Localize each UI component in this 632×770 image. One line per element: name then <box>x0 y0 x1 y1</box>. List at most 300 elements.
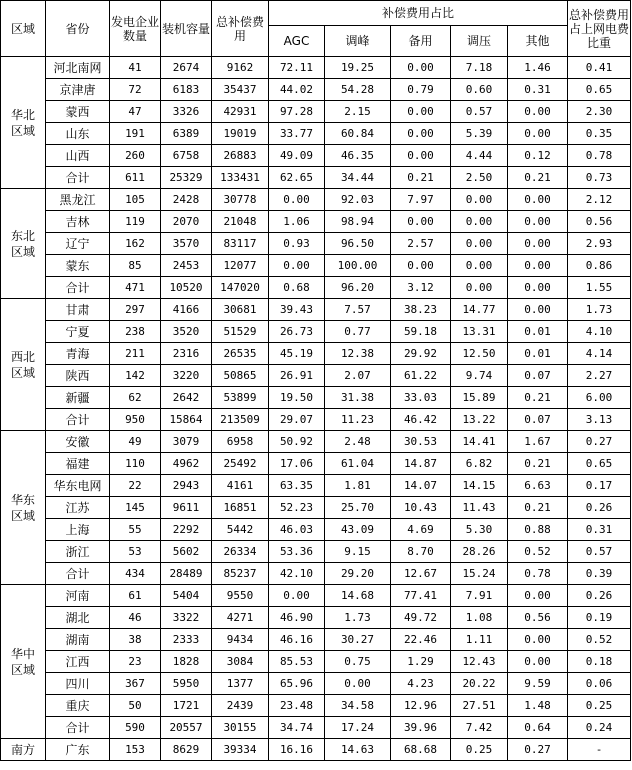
header-agc: AGC <box>269 26 325 57</box>
cell-reserve: 14.07 <box>391 475 451 497</box>
cell-agc: 45.19 <box>269 343 325 365</box>
cell-other: 0.21 <box>508 387 568 409</box>
cell-peak: 29.20 <box>325 563 391 585</box>
cell-reserve: 14.87 <box>391 453 451 475</box>
cell-province: 上海 <box>46 519 110 541</box>
table-row <box>1 101 631 123</box>
cell-voltage: 2.50 <box>451 167 508 189</box>
cell-gen-count: 49 <box>110 431 161 453</box>
table-row <box>1 365 631 387</box>
cell-other: 0.01 <box>508 343 568 365</box>
cell-capacity: 10520 <box>161 277 212 299</box>
cell-total-comp: 53899 <box>212 387 269 409</box>
cell-share: 0.65 <box>568 79 631 101</box>
table-row <box>1 673 631 695</box>
cell-capacity: 6758 <box>161 145 212 167</box>
cell-reserve: 30.53 <box>391 431 451 453</box>
header-gen-count: 发电企业数量 <box>110 1 161 57</box>
cell-voltage: 0.00 <box>451 233 508 255</box>
cell-capacity: 3322 <box>161 607 212 629</box>
cell-capacity: 3326 <box>161 101 212 123</box>
cell-total-comp: 16851 <box>212 497 269 519</box>
cell-agc: 49.09 <box>269 145 325 167</box>
cell-other: 0.07 <box>508 409 568 431</box>
cell-capacity: 20557 <box>161 717 212 739</box>
cell-reserve: 12.96 <box>391 695 451 717</box>
cell-gen-count: 61 <box>110 585 161 607</box>
cell-gen-count: 41 <box>110 57 161 79</box>
cell-province: 合计 <box>46 409 110 431</box>
cell-other: 0.00 <box>508 189 568 211</box>
cell-share: 0.25 <box>568 695 631 717</box>
cell-gen-count: 55 <box>110 519 161 541</box>
cell-share: 1.55 <box>568 277 631 299</box>
cell-agc: 50.92 <box>269 431 325 453</box>
header-other: 其他 <box>508 26 568 57</box>
cell-reserve: 0.79 <box>391 79 451 101</box>
cell-reserve: 0.00 <box>391 255 451 277</box>
cell-total-comp: 21048 <box>212 211 269 233</box>
cell-peak: 0.75 <box>325 651 391 673</box>
cell-voltage: 14.77 <box>451 299 508 321</box>
cell-reserve: 33.03 <box>391 387 451 409</box>
region-cell: 华东区域 <box>1 431 46 585</box>
cell-share: 3.13 <box>568 409 631 431</box>
cell-province: 河北南网 <box>46 57 110 79</box>
cell-gen-count: 367 <box>110 673 161 695</box>
cell-province: 合计 <box>46 167 110 189</box>
table-row <box>1 717 631 739</box>
cell-share: 0.18 <box>568 651 631 673</box>
cell-gen-count: 434 <box>110 563 161 585</box>
table-body <box>1 57 631 761</box>
cell-voltage: 5.39 <box>451 123 508 145</box>
cell-other: 0.21 <box>508 497 568 519</box>
cell-province: 合计 <box>46 717 110 739</box>
cell-peak: 14.63 <box>325 739 391 761</box>
header-total-comp: 总补偿费用 <box>212 1 269 57</box>
cell-peak: 54.28 <box>325 79 391 101</box>
cell-total-comp: 30778 <box>212 189 269 211</box>
cell-peak: 12.38 <box>325 343 391 365</box>
cell-capacity: 4962 <box>161 453 212 475</box>
cell-province: 黑龙江 <box>46 189 110 211</box>
cell-voltage: 9.74 <box>451 365 508 387</box>
cell-reserve: 38.23 <box>391 299 451 321</box>
cell-share: 2.27 <box>568 365 631 387</box>
cell-total-comp: 147020 <box>212 277 269 299</box>
cell-share: 0.41 <box>568 57 631 79</box>
cell-share: 0.31 <box>568 519 631 541</box>
cell-province: 吉林 <box>46 211 110 233</box>
cell-share: 2.12 <box>568 189 631 211</box>
cell-province: 宁夏 <box>46 321 110 343</box>
cell-share: 0.27 <box>568 431 631 453</box>
cell-other: 0.00 <box>508 299 568 321</box>
cell-agc: 46.90 <box>269 607 325 629</box>
cell-reserve: 77.41 <box>391 585 451 607</box>
cell-other: 0.64 <box>508 717 568 739</box>
cell-capacity: 9611 <box>161 497 212 519</box>
cell-agc: 97.28 <box>269 101 325 123</box>
region-cell: 华中区域 <box>1 585 46 739</box>
cell-peak: 0.00 <box>325 673 391 695</box>
cell-share: 0.65 <box>568 453 631 475</box>
cell-capacity: 2674 <box>161 57 212 79</box>
cell-peak: 2.48 <box>325 431 391 453</box>
cell-voltage: 7.91 <box>451 585 508 607</box>
cell-agc: 62.65 <box>269 167 325 189</box>
cell-province: 合计 <box>46 277 110 299</box>
cell-voltage: 1.11 <box>451 629 508 651</box>
cell-share: 0.06 <box>568 673 631 695</box>
cell-other: 0.00 <box>508 277 568 299</box>
table-row <box>1 585 631 607</box>
cell-share: 0.17 <box>568 475 631 497</box>
cell-gen-count: 297 <box>110 299 161 321</box>
cell-other: 0.00 <box>508 123 568 145</box>
cell-other: 0.12 <box>508 145 568 167</box>
header-share: 总补偿费用占上网电费比重 <box>568 1 631 57</box>
cell-province: 浙江 <box>46 541 110 563</box>
cell-gen-count: 50 <box>110 695 161 717</box>
table-row <box>1 519 631 541</box>
cell-total-comp: 4271 <box>212 607 269 629</box>
cell-agc: 63.35 <box>269 475 325 497</box>
cell-province: 合计 <box>46 563 110 585</box>
cell-reserve: 10.43 <box>391 497 451 519</box>
cell-capacity: 15864 <box>161 409 212 431</box>
cell-agc: 16.16 <box>269 739 325 761</box>
cell-voltage: 6.82 <box>451 453 508 475</box>
cell-gen-count: 162 <box>110 233 161 255</box>
cell-peak: 34.58 <box>325 695 391 717</box>
table-row <box>1 629 631 651</box>
region-cell: 西北区域 <box>1 299 46 431</box>
cell-share: - <box>568 739 631 761</box>
table-row <box>1 255 631 277</box>
cell-other: 0.27 <box>508 739 568 761</box>
cell-share: 0.39 <box>568 563 631 585</box>
cell-voltage: 0.60 <box>451 79 508 101</box>
cell-capacity: 8629 <box>161 739 212 761</box>
cell-province: 华东电网 <box>46 475 110 497</box>
cell-total-comp: 26334 <box>212 541 269 563</box>
cell-agc: 65.96 <box>269 673 325 695</box>
cell-capacity: 2428 <box>161 189 212 211</box>
cell-share: 0.57 <box>568 541 631 563</box>
cell-peak: 100.00 <box>325 255 391 277</box>
cell-other: 1.46 <box>508 57 568 79</box>
cell-province: 新疆 <box>46 387 110 409</box>
cell-other: 1.48 <box>508 695 568 717</box>
cell-gen-count: 153 <box>110 739 161 761</box>
cell-agc: 53.36 <box>269 541 325 563</box>
cell-reserve: 22.46 <box>391 629 451 651</box>
cell-capacity: 3220 <box>161 365 212 387</box>
cell-share: 0.26 <box>568 497 631 519</box>
cell-capacity: 5602 <box>161 541 212 563</box>
header-ratio-group: 补偿费用占比 <box>269 1 568 26</box>
cell-share: 2.30 <box>568 101 631 123</box>
cell-province: 蒙东 <box>46 255 110 277</box>
cell-voltage: 0.00 <box>451 211 508 233</box>
region-cell: 东北区域 <box>1 189 46 299</box>
cell-peak: 19.25 <box>325 57 391 79</box>
cell-total-comp: 6958 <box>212 431 269 453</box>
cell-voltage: 4.44 <box>451 145 508 167</box>
cell-capacity: 2292 <box>161 519 212 541</box>
cell-share: 0.26 <box>568 585 631 607</box>
cell-reserve: 3.12 <box>391 277 451 299</box>
cell-province: 山东 <box>46 123 110 145</box>
cell-province: 四川 <box>46 673 110 695</box>
cell-province: 福建 <box>46 453 110 475</box>
cell-province: 江苏 <box>46 497 110 519</box>
cell-voltage: 0.57 <box>451 101 508 123</box>
cell-province: 广东 <box>46 739 110 761</box>
cell-capacity: 6389 <box>161 123 212 145</box>
cell-agc: 0.00 <box>269 255 325 277</box>
cell-voltage: 0.00 <box>451 189 508 211</box>
cell-share: 0.73 <box>568 167 631 189</box>
cell-share: 0.52 <box>568 629 631 651</box>
table-row <box>1 541 631 563</box>
table-row <box>1 387 631 409</box>
cell-capacity: 2453 <box>161 255 212 277</box>
table-row <box>1 123 631 145</box>
cell-voltage: 1.08 <box>451 607 508 629</box>
cell-capacity: 3570 <box>161 233 212 255</box>
table-row <box>1 57 631 79</box>
cell-share: 4.10 <box>568 321 631 343</box>
cell-reserve: 29.92 <box>391 343 451 365</box>
cell-share: 0.56 <box>568 211 631 233</box>
cell-peak: 0.77 <box>325 321 391 343</box>
cell-peak: 1.73 <box>325 607 391 629</box>
cell-voltage: 13.31 <box>451 321 508 343</box>
cell-peak: 60.84 <box>325 123 391 145</box>
cell-province: 辽宁 <box>46 233 110 255</box>
cell-reserve: 1.29 <box>391 651 451 673</box>
table-row <box>1 607 631 629</box>
cell-gen-count: 238 <box>110 321 161 343</box>
header-peak: 调峰 <box>325 26 391 57</box>
cell-total-comp: 9550 <box>212 585 269 607</box>
table-row <box>1 211 631 233</box>
table-row <box>1 497 631 519</box>
cell-gen-count: 110 <box>110 453 161 475</box>
cell-peak: 14.68 <box>325 585 391 607</box>
cell-other: 0.52 <box>508 541 568 563</box>
cell-gen-count: 142 <box>110 365 161 387</box>
cell-other: 0.00 <box>508 211 568 233</box>
cell-province: 京津唐 <box>46 79 110 101</box>
cell-peak: 98.94 <box>325 211 391 233</box>
cell-peak: 61.04 <box>325 453 391 475</box>
cell-reserve: 39.96 <box>391 717 451 739</box>
table-row <box>1 189 631 211</box>
table-row <box>1 651 631 673</box>
cell-agc: 19.50 <box>269 387 325 409</box>
cell-other: 0.00 <box>508 255 568 277</box>
cell-agc: 23.48 <box>269 695 325 717</box>
cell-total-comp: 3084 <box>212 651 269 673</box>
cell-total-comp: 133431 <box>212 167 269 189</box>
cell-reserve: 0.00 <box>391 101 451 123</box>
cell-reserve: 59.18 <box>391 321 451 343</box>
cell-agc: 0.93 <box>269 233 325 255</box>
cell-province: 山西 <box>46 145 110 167</box>
table-row <box>1 299 631 321</box>
cell-peak: 46.35 <box>325 145 391 167</box>
cell-other: 0.07 <box>508 365 568 387</box>
header-reserve: 备用 <box>391 26 451 57</box>
cell-total-comp: 213509 <box>212 409 269 431</box>
cell-reserve: 2.57 <box>391 233 451 255</box>
cell-agc: 29.07 <box>269 409 325 431</box>
cell-agc: 26.73 <box>269 321 325 343</box>
table-row <box>1 343 631 365</box>
cell-peak: 7.57 <box>325 299 391 321</box>
cell-gen-count: 145 <box>110 497 161 519</box>
table-row <box>1 739 631 761</box>
cell-share: 0.19 <box>568 607 631 629</box>
cell-total-comp: 5442 <box>212 519 269 541</box>
table-row <box>1 563 631 585</box>
cell-voltage: 28.26 <box>451 541 508 563</box>
cell-province: 湖南 <box>46 629 110 651</box>
cell-total-comp: 50865 <box>212 365 269 387</box>
cell-peak: 43.09 <box>325 519 391 541</box>
cell-voltage: 27.51 <box>451 695 508 717</box>
cell-voltage: 12.43 <box>451 651 508 673</box>
cell-peak: 31.38 <box>325 387 391 409</box>
cell-total-comp: 1377 <box>212 673 269 695</box>
cell-total-comp: 39334 <box>212 739 269 761</box>
cell-capacity: 3520 <box>161 321 212 343</box>
cell-voltage: 5.30 <box>451 519 508 541</box>
cell-voltage: 7.42 <box>451 717 508 739</box>
cell-gen-count: 47 <box>110 101 161 123</box>
cell-total-comp: 42931 <box>212 101 269 123</box>
cell-agc: 0.68 <box>269 277 325 299</box>
table-row <box>1 475 631 497</box>
cell-other: 0.00 <box>508 101 568 123</box>
cell-capacity: 25329 <box>161 167 212 189</box>
header-capacity: 装机容量 <box>161 1 212 57</box>
cell-reserve: 0.00 <box>391 145 451 167</box>
table-row <box>1 79 631 101</box>
cell-capacity: 1721 <box>161 695 212 717</box>
table-row <box>1 167 631 189</box>
cell-total-comp: 12077 <box>212 255 269 277</box>
cell-voltage: 7.18 <box>451 57 508 79</box>
cell-agc: 34.74 <box>269 717 325 739</box>
cell-peak: 34.44 <box>325 167 391 189</box>
table-row <box>1 431 631 453</box>
cell-agc: 1.06 <box>269 211 325 233</box>
cell-province: 安徽 <box>46 431 110 453</box>
cell-peak: 96.50 <box>325 233 391 255</box>
cell-other: 0.01 <box>508 321 568 343</box>
cell-province: 蒙西 <box>46 101 110 123</box>
cell-share: 0.35 <box>568 123 631 145</box>
cell-reserve: 8.70 <box>391 541 451 563</box>
cell-gen-count: 46 <box>110 607 161 629</box>
cell-agc: 52.23 <box>269 497 325 519</box>
cell-gen-count: 191 <box>110 123 161 145</box>
cell-share: 4.14 <box>568 343 631 365</box>
cell-reserve: 46.42 <box>391 409 451 431</box>
cell-reserve: 61.22 <box>391 365 451 387</box>
cell-total-comp: 4161 <box>212 475 269 497</box>
cell-other: 0.00 <box>508 651 568 673</box>
cell-agc: 42.10 <box>269 563 325 585</box>
cell-gen-count: 38 <box>110 629 161 651</box>
cell-voltage: 12.50 <box>451 343 508 365</box>
cell-agc: 0.00 <box>269 189 325 211</box>
cell-share: 6.00 <box>568 387 631 409</box>
cell-capacity: 2943 <box>161 475 212 497</box>
cell-total-comp: 83117 <box>212 233 269 255</box>
cell-other: 0.00 <box>508 233 568 255</box>
cell-gen-count: 119 <box>110 211 161 233</box>
cell-total-comp: 26535 <box>212 343 269 365</box>
cell-other: 0.56 <box>508 607 568 629</box>
cell-other: 0.88 <box>508 519 568 541</box>
cell-agc: 85.53 <box>269 651 325 673</box>
cell-voltage: 14.41 <box>451 431 508 453</box>
cell-total-comp: 2439 <box>212 695 269 717</box>
cell-gen-count: 85 <box>110 255 161 277</box>
cell-peak: 2.07 <box>325 365 391 387</box>
cell-reserve: 12.67 <box>391 563 451 585</box>
region-cell: 华北区域 <box>1 57 46 189</box>
cell-reserve: 0.00 <box>391 123 451 145</box>
cell-province: 重庆 <box>46 695 110 717</box>
header-region: 区域 <box>1 1 46 57</box>
cell-other: 0.21 <box>508 453 568 475</box>
cell-agc: 17.06 <box>269 453 325 475</box>
cell-total-comp: 19019 <box>212 123 269 145</box>
cell-province: 河南 <box>46 585 110 607</box>
cell-gen-count: 62 <box>110 387 161 409</box>
cell-voltage: 0.00 <box>451 277 508 299</box>
cell-total-comp: 85237 <box>212 563 269 585</box>
cell-share: 0.78 <box>568 145 631 167</box>
table-row <box>1 695 631 717</box>
cell-share: 1.73 <box>568 299 631 321</box>
cell-province: 陕西 <box>46 365 110 387</box>
header-province: 省份 <box>46 1 110 57</box>
cell-reserve: 0.00 <box>391 57 451 79</box>
cell-other: 6.63 <box>508 475 568 497</box>
table-row <box>1 145 631 167</box>
cell-agc: 46.03 <box>269 519 325 541</box>
cell-share: 2.93 <box>568 233 631 255</box>
cell-peak: 2.15 <box>325 101 391 123</box>
table-row <box>1 233 631 255</box>
cell-province: 青海 <box>46 343 110 365</box>
table-row <box>1 453 631 475</box>
cell-agc: 44.02 <box>269 79 325 101</box>
cell-agc: 39.43 <box>269 299 325 321</box>
cell-capacity: 6183 <box>161 79 212 101</box>
cell-capacity: 2642 <box>161 387 212 409</box>
cell-total-comp: 9434 <box>212 629 269 651</box>
cell-voltage: 15.24 <box>451 563 508 585</box>
